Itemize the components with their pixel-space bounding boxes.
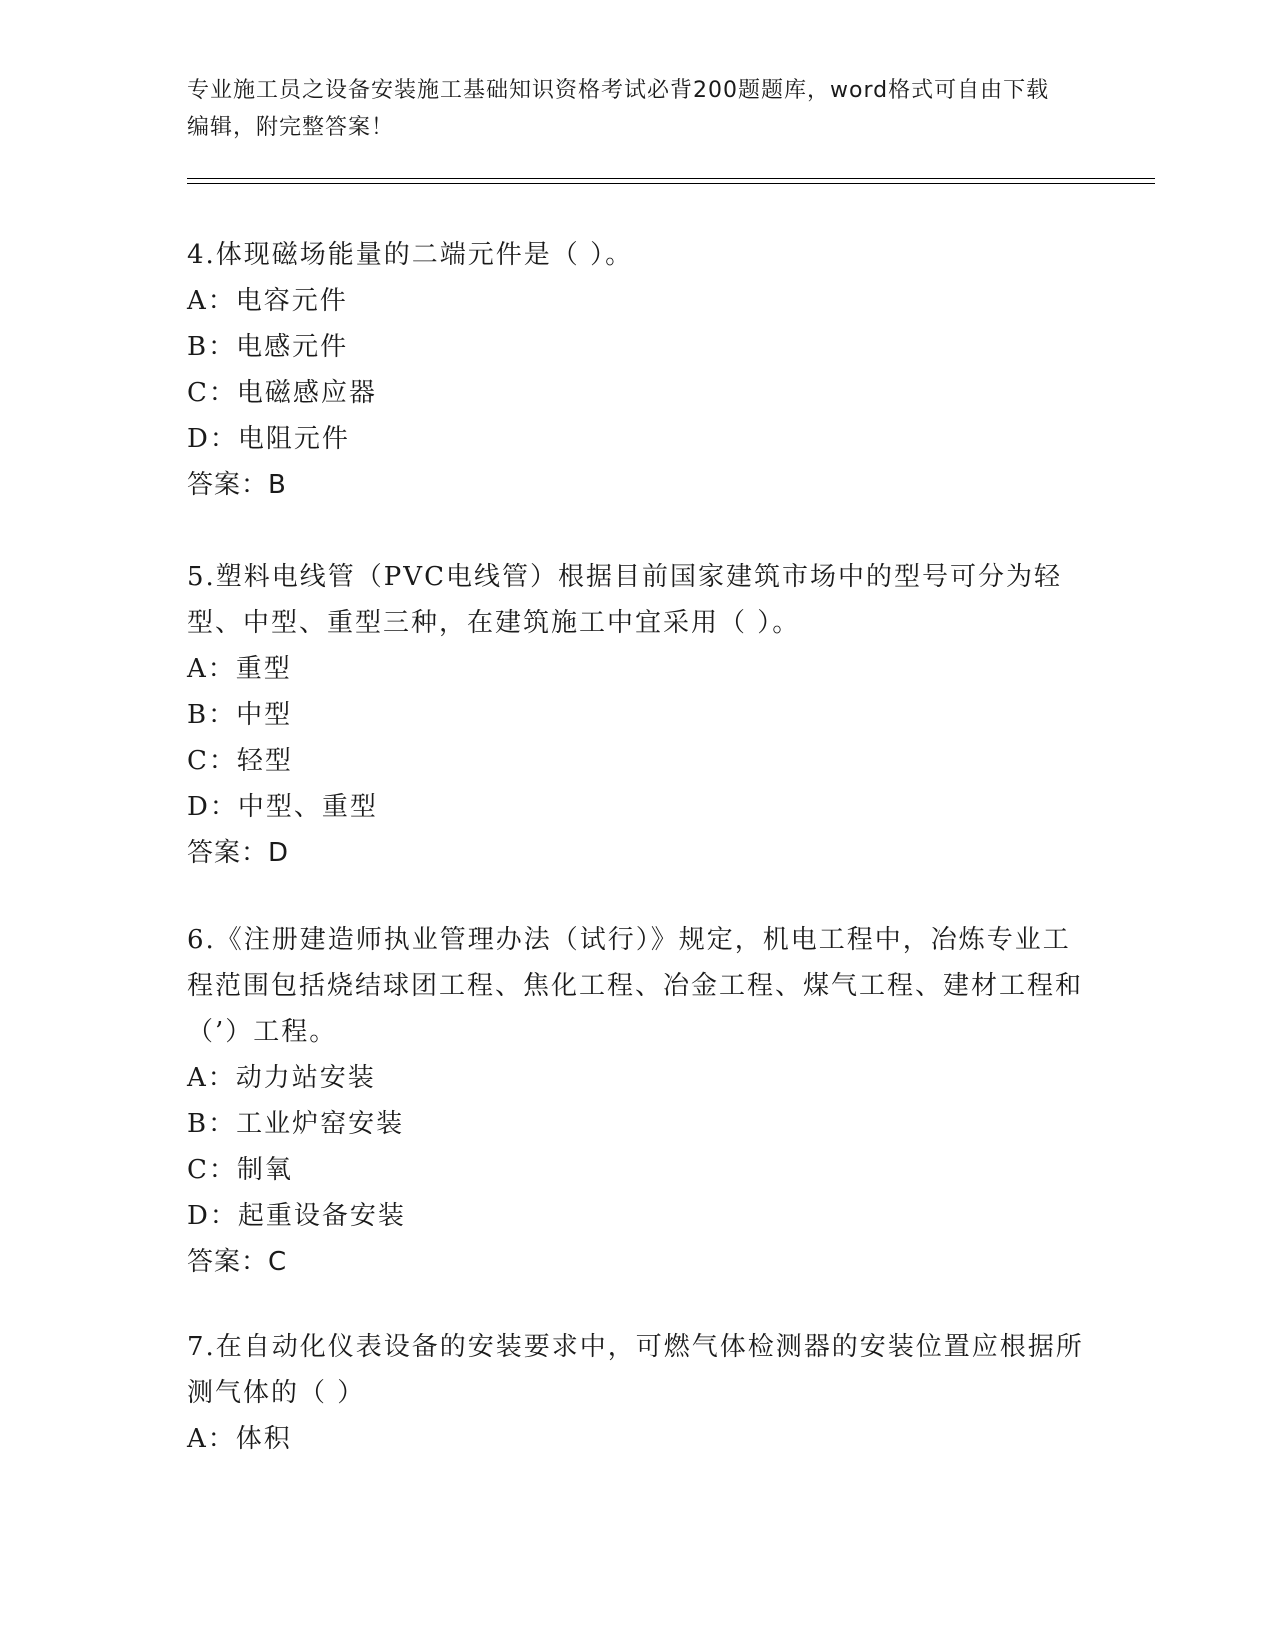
question-stem: 4.体现磁场能量的二端元件是（ ）。 — [187, 240, 634, 270]
question-stem: 5.塑料电线管（PVC电线管）根据目前国家建筑市场中的型号可分为轻型、中型、重型三种，在建筑施工中宜采用（ ）。 — [187, 562, 1062, 638]
option-c: C：电磁感应器 — [187, 378, 377, 408]
answer: 答案：C — [187, 1247, 288, 1277]
header-text: 专业施工员之设备安装施工基础知识资格考试必背200题题库，word格式可自由下载编辑，附完整答案！ — [187, 78, 1050, 140]
option-d: D：起重设备安装 — [187, 1201, 406, 1231]
question-7 — [187, 1324, 1087, 1462]
option-c: C：轻型 — [187, 746, 293, 776]
option-a: A：动力站安装 — [187, 1063, 376, 1093]
option-d: D：中型、重型 — [187, 792, 378, 822]
option-a: A：电容元件 — [187, 286, 348, 316]
document-header — [187, 72, 1067, 146]
option-b: B：中型 — [187, 700, 293, 730]
question-stem: 6.《注册建造师执业管理办法（试行）》规定，机电工程中，冶炼专业工程范围包括烧结球团工程、焦化工程、冶金工程、煤气工程、建材工程和（’）工程。 — [187, 925, 1084, 1047]
option-b: B：电感元件 — [187, 332, 349, 362]
question-4 — [187, 232, 1087, 508]
question-stem: 7.在自动化仪表设备的安装要求中，可燃气体检测器的安装位置应根据所测气体的（ ） — [187, 1332, 1084, 1408]
option-c: C：制氧 — [187, 1155, 293, 1185]
option-d: D：电阻元件 — [187, 424, 350, 454]
header-divider-bottom — [187, 183, 1155, 184]
option-b: B：工业炉窑安装 — [187, 1109, 405, 1139]
answer: 答案：D — [187, 838, 290, 868]
header-divider-top — [187, 178, 1155, 179]
question-5 — [187, 554, 1087, 876]
question-6 — [187, 917, 1087, 1285]
option-a: A：体积 — [187, 1424, 292, 1454]
option-a: A：重型 — [187, 654, 292, 684]
answer: 答案：B — [187, 470, 287, 500]
